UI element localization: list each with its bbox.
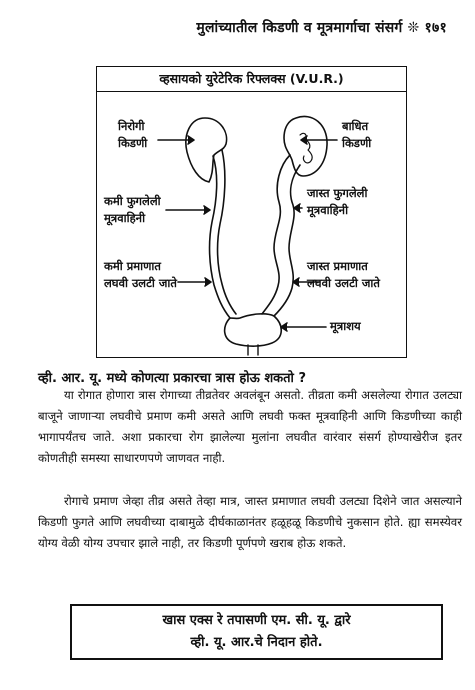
diagnosis-note-box [70, 604, 443, 660]
affected-kidney-shape [284, 116, 327, 176]
note-line-2: व्ही. यू. आर.चे निदान होते. [190, 635, 323, 650]
bladder-shape [225, 314, 282, 346]
paragraph-2: रोगाचे प्रमाण जेव्हा तीव्र असते तेव्हा मात्र, जास्त प्रमाणात लघवी उलट्या दिशेने जात असल्याने किडणी फुगते आणि लघवीच्या दाबामुळे दीर्घकाळानंतर हळूहळू किडणीचे नुकसान होते. ह्या समस्येवर योग्य वेळी योग्य उपचार झाले नाही, तर किडणी पूर्णपणे खराब होऊ शकते. [38, 494, 462, 550]
label-less-reflux: कमी प्रमाणात लघवी उलटी जाते [104, 259, 177, 290]
page-header: मुलांच्यातील किडणी व मूत्रमार्गाचा संसर्ग ❊ १७१ [196, 20, 447, 36]
right-ureter-shape [262, 155, 290, 314]
label-affected-kidney: बाधित किडणी [342, 119, 372, 150]
note-line-1: खास एक्स रे तपासणी एम. सी. यू. द्वारे [162, 613, 351, 628]
paragraph-1: या रोगात होणारा त्रास रोगाच्या तीव्रतेवर अवलंबून असतो. तीव्रता कमी असलेल्या रोगात उलट्या बाजूने जाणाऱ्या लघवीचे प्रमाण कमी असते आणि लघवी फक्त मूत्रवाहिनी आणि किडणीच्या काही भागापर्यंतच जाते. अशा प्रकारचा रोग झालेल्या मुलांना लघवीत वारंवार संसर्ग होण्याखेरीज इतर कोणतीही समस्या साधारणपणे जाणवत नाही. [38, 388, 462, 465]
figure-title: व्हसायको युरेटेरिक रिफ्लक्स (V.U.R.) [97, 67, 406, 92]
label-bladder: मूत्राशय [330, 319, 361, 333]
label-healthy-kidney: निरोगी किडणी [118, 119, 148, 150]
label-more-swollen-ureter: जास्त फुगलेली मूत्रवाहिनी [307, 186, 368, 217]
left-ureter-shape [210, 156, 230, 318]
healthy-kidney-shape [186, 118, 227, 182]
label-less-swollen-ureter: कमी फुगलेली मूत्रवाहिनी [104, 194, 161, 225]
label-more-reflux: जास्त प्रमाणात लघवी उलटी जाते [307, 259, 380, 290]
section-heading: व्ही. आर. यू. मध्ये कोणत्या प्रकारचा त्रास होऊ शकतो ? [38, 371, 306, 386]
